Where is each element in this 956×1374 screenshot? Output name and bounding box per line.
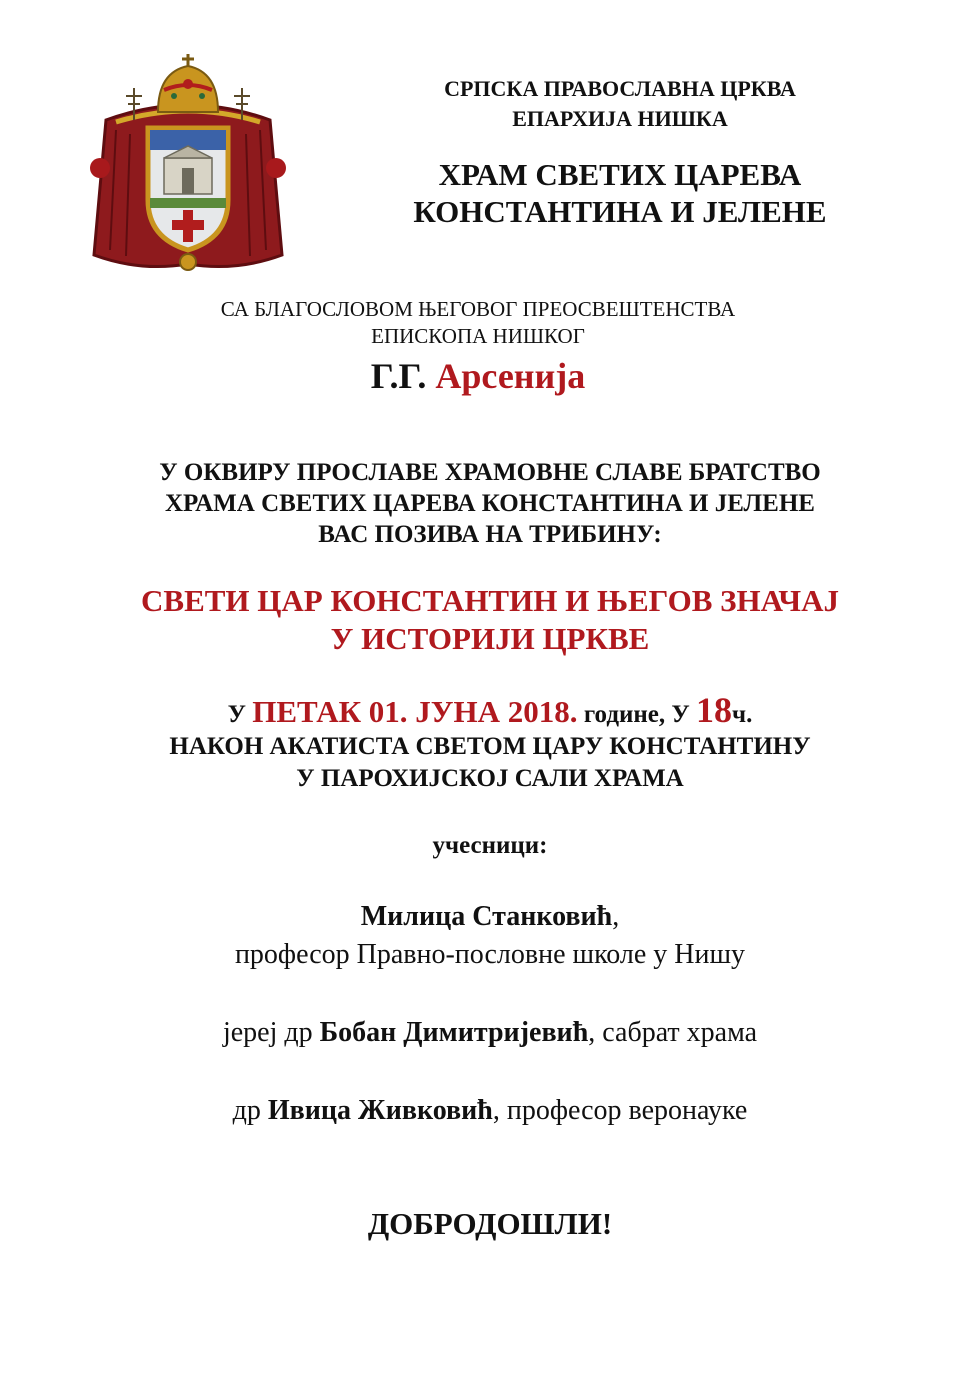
event-hour-suffix: ч.	[731, 701, 753, 728]
blessing-line-1: СА БЛАГОСЛОВОМ ЊЕГОВОГ ПРЕОСВЕШТЕНСТВА	[220, 297, 736, 321]
blessing-line-2: ЕПИСКОПА НИШКОГ	[371, 324, 585, 348]
coat-of-arms-icon	[86, 50, 290, 280]
event-after: НАКОН АКАТИСТА СВЕТОМ ЦАРУ КОНСТАНТИНУ	[169, 733, 811, 760]
participants-heading: учесници:	[432, 832, 548, 859]
bishop-prefix: Г.Г.	[370, 356, 436, 396]
participant-3-role: , професор веронауке	[492, 1095, 748, 1126]
topic-line-1: СВЕТИ ЦАР КОНСТАНТИН И ЊЕГОВ ЗНАЧАЈ	[141, 583, 839, 618]
topic-block	[0, 582, 956, 658]
invitation-line-2: ХРАМА СВЕТИХ ЦАРЕВА КОНСТАНТИНА И ЈЕЛЕНЕ	[165, 490, 815, 517]
participant-2	[0, 1014, 956, 1052]
participant-3	[0, 1092, 956, 1130]
event-hour: 18	[695, 690, 732, 730]
event-prefix: У	[227, 701, 253, 728]
participant-1-role: професор Правно-пословне школе у Нишу	[234, 939, 746, 970]
temple-name-line-1: ХРАМ СВЕТИХ ЦАРЕВА	[438, 157, 802, 192]
participants-block	[0, 830, 956, 1130]
participant-3-name: Ивица Живковић	[267, 1095, 493, 1126]
invitation-block	[0, 457, 956, 550]
eparchy-name: ЕПАРХИЈА НИШКА	[512, 106, 728, 131]
event-location: У ПАРОХИЈСКОЈ САЛИ ХРАМА	[296, 765, 684, 792]
event-datetime	[0, 690, 956, 731]
participant-3-title: др	[232, 1095, 268, 1126]
participant-1-comma: ,	[612, 901, 620, 932]
event-mid: године, У	[577, 701, 696, 728]
invitation-line-3: ВАС ПОЗИВА НА ТРИБИНУ:	[318, 521, 662, 548]
participant-2-role: , сабрат храма	[588, 1017, 758, 1048]
header-block	[360, 74, 880, 230]
church-name: СРПСКА ПРАВОСЛАВНА ЦРКВА	[444, 76, 796, 101]
welcome-block	[0, 1204, 956, 1244]
blessing-block	[0, 296, 956, 398]
event-date: ПЕТАК 01. ЈУНА 2018.	[252, 694, 578, 729]
welcome-text: ДОБРОДОШЛИ!	[367, 1206, 613, 1241]
participant-1	[0, 898, 956, 936]
temple-name-line-2: КОНСТАНТИНА И ЈЕЛЕНЕ	[413, 194, 827, 229]
participant-2-name: Бобан Димитријевић	[319, 1017, 589, 1048]
participant-1-name: Милица Станковић	[360, 901, 613, 932]
bishop-line	[0, 354, 956, 398]
topic-line-2: У ИСТОРИЈИ ЦРКВЕ	[330, 621, 650, 656]
event-details	[0, 690, 956, 795]
bishop-name: Арсенија	[435, 356, 586, 396]
participant-2-title: јереј др	[222, 1017, 320, 1048]
invitation-line-1: У ОКВИРУ ПРОСЛАВЕ ХРАМОВНЕ СЛАВЕ БРАТСТВО	[159, 459, 821, 486]
